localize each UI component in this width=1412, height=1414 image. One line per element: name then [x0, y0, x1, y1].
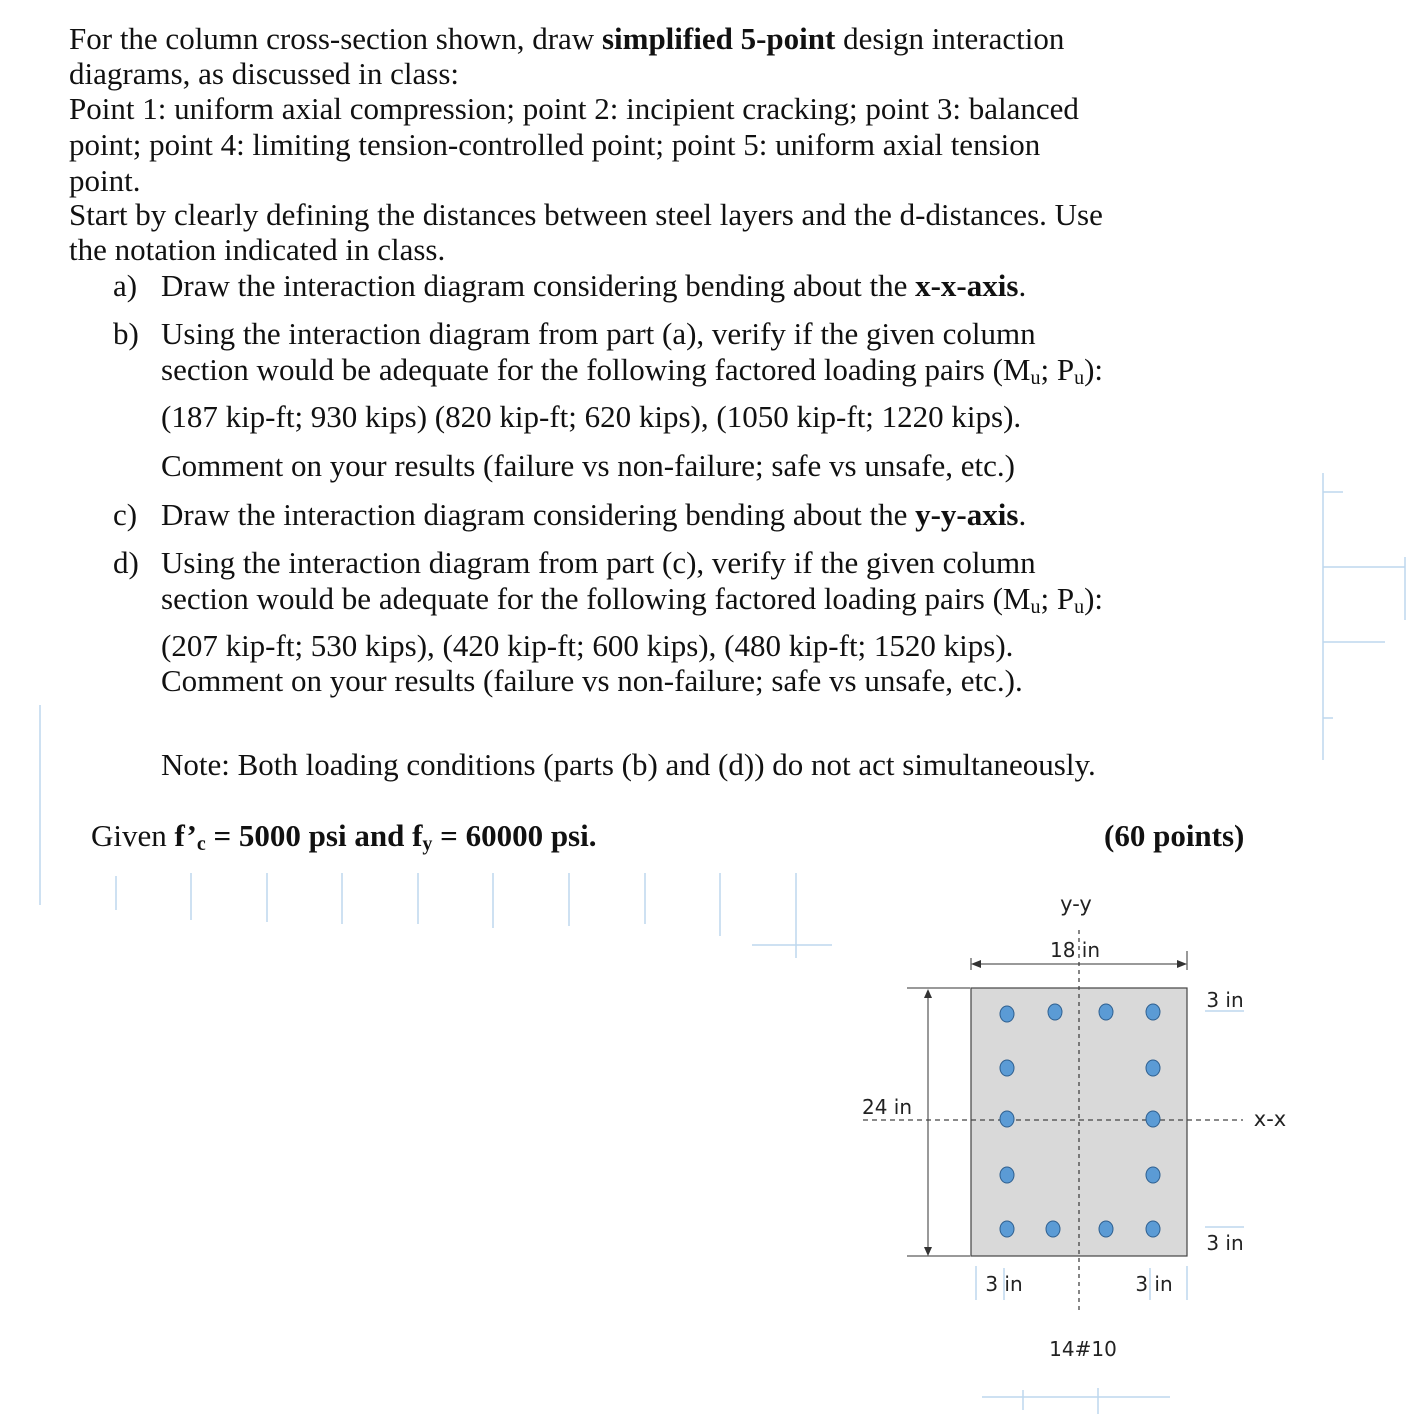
intro-line-7: the notation indicated in class. — [69, 232, 446, 267]
part-c-text: Draw the interaction diagram considering bending about the y-y-axis. — [161, 497, 1027, 532]
part-a-label: a) — [113, 268, 138, 303]
rebar — [1146, 1111, 1160, 1127]
height-arrow-bottom — [924, 1247, 932, 1256]
part-b-comment: Comment on your results (failure vs non-failure; safe vs unsafe, etc.) — [161, 448, 1015, 483]
part-b-line-1: Using the interaction diagram from part (a), verify if the given column — [161, 316, 1036, 351]
width-arrow-left — [971, 960, 981, 968]
intro-line-3: Point 1: uniform axial compression; point 2: incipient cracking; point 3: balanced — [69, 91, 1079, 126]
part-b-label: b) — [113, 316, 139, 351]
guide-lines — [40, 473, 1405, 1414]
part-d-comment: Comment on your results (failure vs non-failure; safe vs unsafe, etc.). — [161, 663, 1023, 698]
height-arrow-top — [924, 989, 932, 998]
height-label: 24 in — [861, 1095, 913, 1119]
rebar — [1048, 1004, 1062, 1020]
intro-line-5: point. — [69, 163, 141, 198]
cover-left-label: 3 in — [985, 1272, 1023, 1296]
part-d-line-2: section would be adequate for the following factored loading pairs ($M_u$; $P_u$): — [161, 581, 1103, 618]
cover-bottom-label: 3 in — [1206, 1231, 1244, 1255]
rebar — [1146, 1221, 1160, 1237]
intro-line-6: Start by clearly defining the distances between steel layers and the d-distances. Use — [69, 197, 1103, 232]
intro-line-4: point; point 4: limiting tension-controlled point; point 5: uniform axial tension — [69, 127, 1041, 162]
rebar — [1099, 1004, 1113, 1020]
part-d-label: d) — [113, 545, 139, 580]
bars-label: 14#10 — [1049, 1337, 1117, 1361]
intro-line-2: diagrams, as discussed in class: — [69, 56, 460, 91]
rebar — [1000, 1221, 1014, 1237]
rebar — [1000, 1060, 1014, 1076]
rebar — [1146, 1060, 1160, 1076]
part-b-line-2: section would be adequate for the following factored loading pairs ($M_u$; $P_u$): — [161, 352, 1103, 389]
width-arrow-right — [1177, 960, 1187, 968]
rebar — [1146, 1004, 1160, 1020]
part-c-label: c) — [113, 497, 138, 532]
rebar — [1000, 1167, 1014, 1183]
width-label: 18 in — [1049, 938, 1101, 962]
rebar — [1000, 1006, 1014, 1022]
points-label: (60 points) — [1104, 818, 1245, 853]
part-b-pairs: (187 kip-ft; 930 kips) (820 kip-ft; 620 kips), (1050 kip-ft; 1220 kips). — [161, 399, 1022, 434]
cover-right-label: 3 in — [1135, 1272, 1173, 1296]
rebar — [1000, 1111, 1014, 1127]
note: Note: Both loading conditions (parts (b) and (d)) do not act simultaneously. — [161, 747, 1096, 782]
cover-top-label: 3 in — [1206, 988, 1244, 1012]
part-a-text: Draw the interaction diagram considering bending about the x-x-axis. — [161, 268, 1027, 303]
given-line: Given $f’_c = 5000$ psi and $f_y = 60000$ psi. — [91, 818, 597, 855]
rebar — [1046, 1221, 1060, 1237]
rebar — [1099, 1221, 1113, 1237]
part-d-line-1: Using the interaction diagram from part (c), verify if the given column — [161, 545, 1036, 580]
part-d-pairs: (207 kip-ft; 530 kips), (420 kip-ft; 600 kips), (480 kip-ft; 1520 kips). — [161, 628, 1014, 663]
rebar — [1146, 1167, 1160, 1183]
height-dimension-line — [907, 988, 970, 1256]
x-axis-label: x-x — [1253, 1107, 1287, 1131]
y-axis-label: y-y — [1060, 892, 1092, 916]
intro-line-1: For the column cross-section shown, draw simplified 5-point design interaction — [69, 21, 1065, 56]
